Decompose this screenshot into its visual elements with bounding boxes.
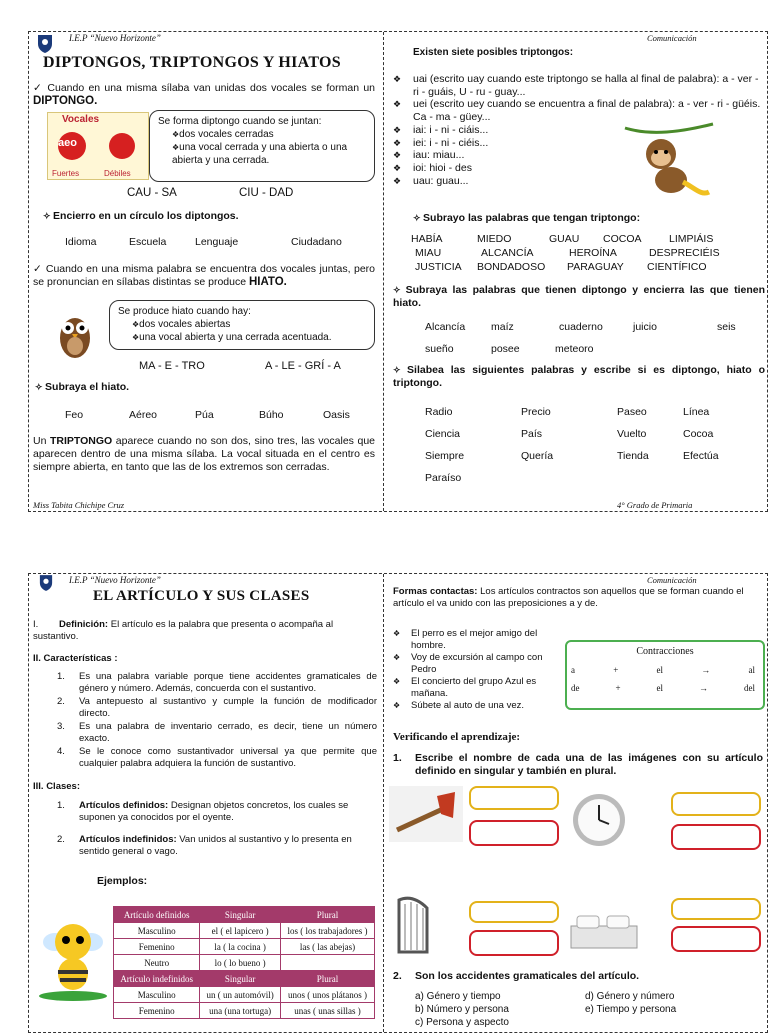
answer-plural-field[interactable] — [671, 926, 761, 952]
caracteristicas-heading: II. Características : — [33, 653, 118, 664]
task3-words — [385, 233, 765, 277]
word[interactable]: cuaderno — [559, 321, 603, 333]
table-row: Femenino una (una tortuga) unas ( unas sillas ) — [114, 1003, 375, 1019]
ejemplos-label: Ejemplos: — [97, 875, 148, 887]
word[interactable]: sueño — [425, 343, 454, 355]
list-item: ❖ Súbete al auto de una vez. — [393, 700, 525, 711]
harp-icon — [393, 894, 433, 954]
word[interactable]: BONDADOSO — [477, 261, 546, 273]
list-item: ❖ uau: guau... — [393, 174, 469, 187]
list-item: 3. Es una palabra de inventario cerrado, es decir, tiene un número exacto. — [57, 721, 377, 744]
word[interactable]: Alcancía — [425, 321, 466, 333]
word[interactable]: Paseo — [617, 406, 647, 418]
page-title: EL ARTÍCULO Y SUS CLASES — [93, 588, 310, 604]
fuertes-label: Fuertes — [52, 169, 80, 178]
list-item: 2. Va antepuesto al sustantivo y cumple la función de modificador directo. — [57, 696, 377, 719]
word[interactable]: DESPRECIÉIS — [649, 247, 720, 259]
word[interactable]: Ciudadano — [291, 236, 342, 248]
example-causa: CAU - SA — [127, 187, 177, 199]
rule-item: ❖ dos vocales abiertas — [132, 318, 366, 331]
articles-table — [113, 906, 375, 1019]
list-item: ❖ iau: miau... — [393, 149, 465, 162]
school-name: I.E.P “Nuevo Horizonte” — [69, 575, 161, 585]
list-item: 2. Artículos indefinidos: Van unidos al sustantivo y lo presenta en sentido general o vago. — [57, 834, 352, 857]
bed-icon — [569, 908, 639, 952]
word[interactable]: HABÍA — [411, 233, 443, 245]
list-item: 4. Se le conoce como sustantivador universal ya que permite que cualquier palabra adquiera la función de sustantivo. — [57, 746, 377, 769]
word[interactable]: Ciencia — [425, 428, 461, 440]
table-header-row: Artículo definidos Singular Plural — [114, 907, 375, 923]
verificando-heading: Verificando el aprendizaje: — [393, 731, 521, 743]
right-column — [385, 32, 767, 511]
vocales-label: Vocales — [62, 114, 100, 125]
definition: I. Definición: El artículo es la palabra que presenta o acompaña al sustantivo. — [33, 619, 334, 642]
hiato-rule-box: Se produce hiato cuando hay: ❖ dos vocales abiertas ❖ una vocal abierta y una cerrada acentuada. — [109, 300, 375, 350]
answer-singular-field[interactable] — [671, 898, 761, 920]
answer-plural-field[interactable] — [469, 930, 559, 956]
teacher-name: Miss Tabita Chichipe Cruz — [33, 500, 125, 510]
task4-words — [385, 321, 765, 357]
list-item: 1. Es una palabra variable porque tiene accidentes gramaticales de género y número. Además, concuerda con el sustantivo. — [57, 671, 377, 694]
left-column — [29, 574, 383, 1032]
list-item: ❖ El perro es el mejor amigo del hombre. — [393, 628, 538, 651]
rule-item: ❖ una vocal abierta y una cerrada acentuada. — [132, 331, 366, 344]
formas-examples — [393, 628, 557, 712]
word[interactable]: Línea — [683, 406, 710, 418]
rule-item: ❖ dos vocales cerradas — [172, 128, 366, 141]
hiato-intro: ✓ Cuando en una misma palabra se encuentra dos vocales juntas, pero se pronuncian en sílabas distintas se produce HIATO. — [33, 263, 375, 288]
contracciones-title: Contracciones — [636, 646, 694, 657]
word[interactable]: Idioma — [65, 236, 97, 248]
page-title: DIPTONGOS, TRIPTONGOS Y HIATOS — [43, 54, 341, 71]
vowel-letters: aeo — [58, 137, 77, 149]
question-1: 1. Escribe el nombre de cada una de las imágenes con su artículo definido en singular y también en plural. — [393, 752, 763, 777]
word[interactable]: Escuela — [129, 236, 167, 248]
example-alegria: A - LE - GRÍ - A — [265, 360, 341, 372]
diptongo-rule-box: Se forma diptongo cuando se juntan: ❖ dos vocales cerradas ❖ una vocal cerrada y una abierta o una abierta y una cerrada. — [149, 110, 375, 182]
rule-item: ❖ una vocal cerrada y una abierta o una abierta y una cerrada. — [172, 141, 366, 167]
word[interactable]: Púa — [195, 409, 214, 421]
axe-icon — [389, 786, 463, 842]
word[interactable]: JUSTICIA — [415, 261, 462, 273]
list-item: ❖ iei: i - ni - ciéis... — [393, 136, 489, 149]
word[interactable]: HEROÍNA — [569, 247, 617, 259]
list-item: 1. Artículos definidos: Designan objetos concretos, los cuales se suponen ya conocidos por el oyente. — [57, 800, 349, 823]
word[interactable]: Feo — [65, 409, 84, 421]
answer-singular-field[interactable] — [469, 786, 559, 810]
clases-list — [57, 800, 377, 858]
word[interactable]: meteoro — [555, 343, 594, 355]
word[interactable]: Vuelto — [617, 428, 647, 440]
word[interactable]: Efectúa — [683, 450, 719, 462]
word[interactable]: Cocoa — [683, 428, 714, 440]
word[interactable]: Búho — [259, 409, 284, 421]
caracteristicas-list — [57, 671, 377, 770]
contracciones-box — [565, 640, 765, 710]
word[interactable]: CIENTÍFICO — [647, 261, 707, 273]
word[interactable]: Lenguaje — [195, 236, 239, 248]
word[interactable]: PARAGUAY — [567, 261, 624, 273]
word[interactable]: GUAU — [549, 233, 580, 245]
word[interactable]: Precio — [521, 406, 551, 418]
subject-label: Comunicación — [647, 575, 697, 585]
vowels-illustration — [47, 112, 149, 180]
list-item: ❖ Voy de excursión al campo con Pedro — [393, 652, 543, 675]
word[interactable]: Siempre — [425, 450, 465, 462]
answer-plural-field[interactable] — [671, 824, 761, 850]
word[interactable]: seis — [717, 321, 736, 333]
monkey-icon — [621, 122, 717, 202]
subject-label: Comunicación — [647, 33, 697, 43]
triptongo-intro: Existen siete posibles triptongos: — [413, 47, 574, 58]
column-divider — [383, 32, 384, 511]
school-shield-icon — [39, 574, 53, 592]
list-item: ❖ ioi: hioi - des — [393, 161, 472, 174]
option-b[interactable]: b) Número y persona — [415, 1004, 509, 1015]
list-item: ❖ uai (escrito uay cuando este triptongo se halla al final de palabra): a - ver - ri - guáis, U - ru - guay... — [393, 73, 759, 98]
school-shield-icon — [37, 34, 53, 54]
word[interactable]: Tienda — [617, 450, 649, 462]
word[interactable]: Radio — [425, 406, 453, 418]
bee-icon — [33, 912, 113, 1002]
word[interactable]: MIEDO — [477, 233, 512, 245]
table-row: Masculino un ( un automóvil) unos ( unos plátanos ) — [114, 987, 375, 1003]
answer-singular-field[interactable] — [671, 792, 761, 816]
contraction-row: a + el → al — [571, 665, 755, 675]
word[interactable]: Oasis — [323, 409, 350, 421]
option-d[interactable]: d) Género y número — [585, 991, 675, 1002]
word[interactable]: maíz — [491, 321, 514, 333]
word[interactable]: juicio — [633, 321, 657, 333]
right-column — [385, 574, 767, 1032]
word[interactable]: Quería — [521, 450, 554, 462]
table-row: Masculino el ( el lapicero ) los ( los trabajadores ) — [114, 923, 375, 939]
left-column — [29, 32, 383, 511]
debiles-label: Débiles — [104, 169, 131, 178]
word[interactable]: COCOA — [603, 233, 642, 245]
formas-contractas: Formas contactas: Los artículos contractos son aquellos que se forman cuando el artículo el va unido con las preposiciones a y de. — [393, 586, 744, 609]
option-a[interactable]: a) Género y tiempo — [415, 991, 501, 1002]
table-row: Neutro lo ( lo bueno ) — [114, 955, 375, 971]
word[interactable]: Aéreo — [129, 409, 158, 421]
question-2: 2. Son los accidentes gramaticales del artículo. — [393, 970, 640, 982]
table-header-row: Artículo indefinidos Singular Plural — [114, 971, 375, 987]
clock-icon — [571, 792, 627, 848]
task5-words — [385, 406, 765, 486]
word[interactable]: País — [521, 428, 543, 440]
word[interactable]: MIAU — [415, 247, 442, 259]
triptongo-definition: Un TRIPTONGO aparece cuando no son dos, sino tres, las vocales que aparecen dentro de una misma sílaba. La vocal situada en el centro es siempre abierta, en tanto que las de los extremos son cerradas. — [33, 435, 375, 473]
clases-heading: III. Clases: — [33, 781, 80, 792]
task-subraya-hiato: ✧ Subraya el hiato. — [35, 381, 130, 393]
table-row: Femenino la ( la cocina ) las ( las abejas) — [114, 939, 375, 955]
example-ciudad: CIU - DAD — [239, 187, 294, 199]
word[interactable]: posee — [491, 343, 520, 355]
answer-plural-field[interactable] — [469, 820, 559, 846]
task2-words — [29, 409, 383, 423]
option-e[interactable]: e) Tiempo y persona — [585, 1004, 677, 1015]
word[interactable]: ALCANCÍA — [481, 247, 534, 259]
contraction-row: de + el → del — [571, 683, 755, 693]
school-name: I.E.P “Nuevo Horizonte” — [69, 33, 161, 43]
list-item: ❖ El concierto del grupo Azul es mañana. — [393, 676, 537, 699]
task-silabea: ✧ Silabea las siguientes palabras y escribe si es diptongo, hiato o triptongo. — [393, 364, 765, 389]
option-c[interactable]: c) Persona y aspecto — [415, 1017, 509, 1028]
list-item: ❖ iai: i - ni - ciáis... — [393, 123, 489, 136]
task1-words — [29, 236, 383, 250]
grade-label: 4° Grado de Primaria — [617, 500, 693, 510]
task-encierro: ✧ Encierro en un círculo los diptongos. — [43, 210, 239, 222]
task-subrayo-triptongo: ✧ Subrayo las palabras que tengan triptongo: — [413, 212, 641, 224]
worksheet-articulo — [28, 573, 768, 1033]
owl-icon — [57, 306, 93, 362]
worksheet-diptongos — [28, 31, 768, 512]
word[interactable]: LIMPIÁIS — [669, 233, 714, 245]
answer-singular-field[interactable] — [469, 901, 559, 923]
word[interactable]: Paraíso — [425, 472, 462, 484]
diptongo-intro: ✓ Cuando en una misma sílaba van unidas dos vocales se forman un DIPTONGO. — [33, 82, 375, 107]
task-diptongo-hiato: ✧ Subraya las palabras que tienen diptongo y encierra las que tienen hiato. — [393, 284, 765, 309]
example-maestro: MA - E - TRO — [139, 360, 205, 372]
list-item: ❖ uei (escrito uey cuando se encuentra a final de palabra): a - ver - ri - güéis. Ca - ma - güey... — [393, 98, 761, 124]
column-divider — [383, 574, 384, 1032]
